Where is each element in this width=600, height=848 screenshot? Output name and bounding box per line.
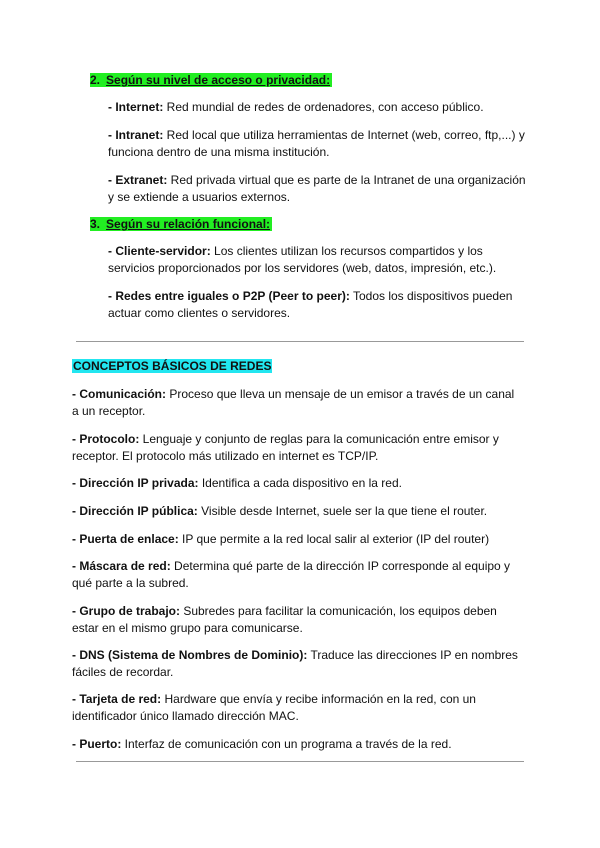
term: - Dirección IP pública: bbox=[72, 504, 198, 518]
term: - Comunicación: bbox=[72, 387, 167, 401]
definition: Determina qué parte de la dirección IP corresponde al equipo y qué parte a la subred. bbox=[72, 559, 511, 590]
definition: Red local que utiliza herramientas de Internet (web, correo, ftp,...) y funciona dentro de una misma institución. bbox=[108, 128, 525, 159]
heading-number: 3. bbox=[90, 217, 106, 231]
definition: Visible desde Internet, suele ser la que tiene el router. bbox=[197, 504, 488, 518]
definition: Proceso que lleva un mensaje de un emisor a través de un canal a un receptor. bbox=[72, 387, 515, 418]
term: - Tarjeta de red: bbox=[72, 692, 162, 706]
definition: Red privada virtual que es parte de la Intranet de una organización y se extiende a usuarios externos. bbox=[108, 173, 526, 204]
heading-access-level bbox=[90, 73, 332, 88]
definition: Lenguaje y conjunto de reglas para la comunicación entre emisor y receptor. El protocolo más utilizado en internet es TCP/IP. bbox=[72, 432, 499, 463]
term: - Extranet: bbox=[108, 173, 168, 187]
term: - Cliente-servidor: bbox=[108, 244, 211, 258]
definition-intranet bbox=[108, 127, 528, 161]
term: - Puerta de enlace: bbox=[72, 532, 179, 546]
term: - Intranet: bbox=[108, 128, 164, 142]
definition-internet bbox=[108, 99, 528, 116]
definition: Red mundial de redes de ordenadores, con acceso público. bbox=[163, 100, 484, 114]
definition: IP que permite a la red local salir al exterior (IP del router) bbox=[178, 532, 490, 546]
concept-puerto bbox=[72, 736, 524, 753]
term: - Máscara de red: bbox=[72, 559, 171, 573]
divider-bottom bbox=[76, 761, 524, 762]
concept-mascara-red bbox=[72, 558, 524, 592]
concept-protocolo bbox=[72, 431, 524, 465]
definition: Los clientes utilizan los recursos compartidos y los servicios proporcionados por los servidores (web, datos, impresión, etc.). bbox=[108, 244, 497, 275]
definition-p2p bbox=[108, 288, 528, 322]
definition: Subredes para facilitar la comunicación, los equipos deben estar en el mismo grupo para comunicarse. bbox=[72, 604, 497, 635]
heading-functional-relation bbox=[90, 217, 272, 232]
concept-puerta-enlace bbox=[72, 531, 524, 548]
concept-comunicacion bbox=[72, 386, 524, 420]
definition-extranet bbox=[108, 172, 528, 206]
concept-tarjeta-red bbox=[72, 691, 524, 725]
definition: Traduce las direcciones IP en nombres fáciles de recordar. bbox=[72, 648, 518, 679]
term: - Protocolo: bbox=[72, 432, 140, 446]
term: - Redes entre iguales o P2P (Peer to peer): bbox=[108, 289, 350, 303]
definition: Todos los dispositivos pueden actuar como clientes o servidores. bbox=[108, 289, 513, 320]
divider bbox=[76, 341, 524, 342]
heading-title: Según su nivel de acceso o privacidad: bbox=[106, 73, 331, 87]
definition-client-server bbox=[108, 243, 528, 277]
term: - Dirección IP privada: bbox=[72, 476, 199, 490]
concept-dns bbox=[72, 647, 524, 681]
term: - Puerto: bbox=[72, 737, 122, 751]
term: - DNS (Sistema de Nombres de Dominio): bbox=[72, 648, 308, 662]
heading-number: 2. bbox=[90, 73, 106, 87]
concepts-title: CONCEPTOS BÁSICOS DE REDES bbox=[73, 359, 272, 373]
definition: Identifica a cada dispositivo en la red. bbox=[198, 476, 402, 490]
term: - Internet: bbox=[108, 100, 164, 114]
concept-ip-privada bbox=[72, 475, 524, 492]
concept-ip-publica bbox=[72, 503, 524, 520]
definition: Interfaz de comunicación con un programa a través de la red. bbox=[121, 737, 452, 751]
term: - Grupo de trabajo: bbox=[72, 604, 180, 618]
heading-title: Según su relación funcional: bbox=[106, 217, 271, 231]
definition: Hardware que envía y recibe información en la red, con un identificador único llamado dirección MAC. bbox=[72, 692, 476, 723]
concept-grupo-trabajo bbox=[72, 603, 524, 637]
